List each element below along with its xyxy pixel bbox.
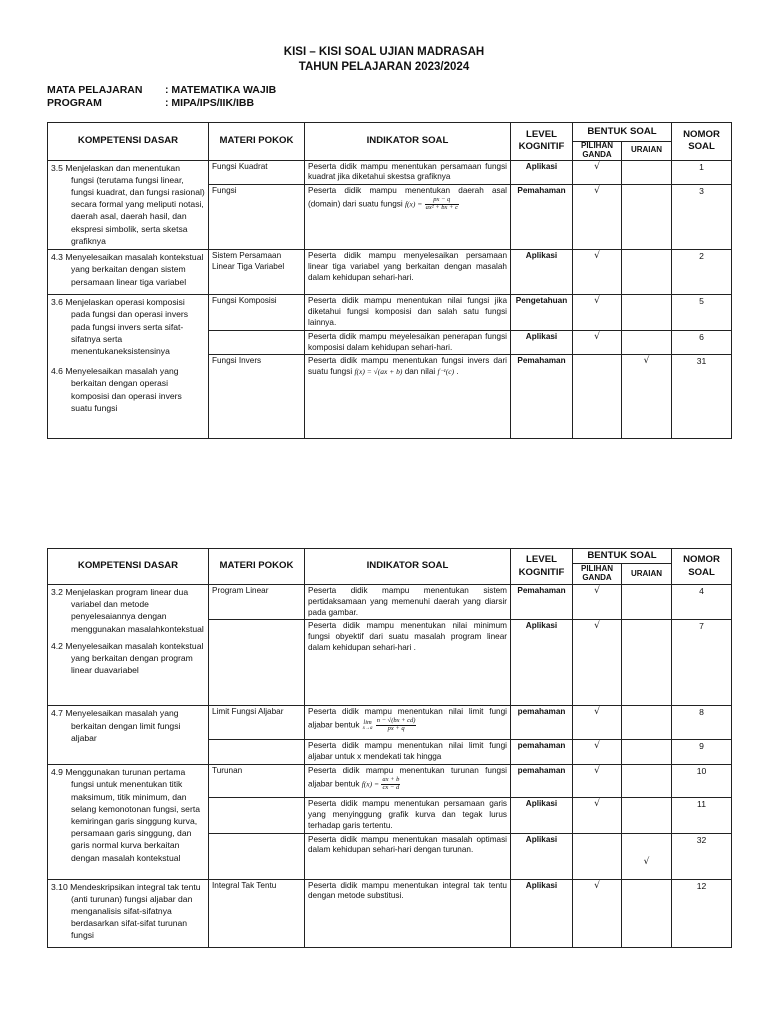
indikator-text: Peserta didik mampu menentukan turunan fungsi aljabar bentuk [308, 766, 507, 789]
uraian-cell [622, 585, 672, 620]
header-pilihan-ganda: PILIHAN GANDA [573, 142, 622, 161]
table-row [48, 585, 732, 620]
header-nomor-soal: NOMOR SOAL [672, 549, 732, 585]
indikator-cell: Peserta didik mampu menentukan nilai limit fungi aljabar untuk x mendekati tak hingga [305, 740, 511, 765]
indikator-cell: Peserta didik mampu menentukan nilai minimum fungsi obyektif dari suatu masalah program linear dalam kehidupan sehari-hari . [305, 620, 511, 706]
nomor-cell: 9 [672, 740, 732, 765]
materi-cell [209, 798, 305, 833]
nomor-cell: 5 [672, 295, 732, 330]
formula-inline: f⁻¹(c) [437, 367, 455, 377]
indikator-cell: Peserta didik mampu menentukan masalah optimasi dalam kehidupan sehari-hari dengan turunan. [305, 833, 511, 879]
pg-check: √ [573, 740, 622, 765]
kd-text: 3.10 Mendeskripsikan integral tak tentu (anti turunan) fungsi aljabar dan menganalisis sifat-sifatnya berdasarkan sifat-sifat turunan fungsi [51, 881, 201, 941]
meta-program-value: : MIPA/IPS/IIK/IBB [165, 97, 255, 109]
kd-text: 4.2 Menyelesaikan masalah kontekstual yang berkaitan dengan program linear duavariabel [51, 640, 204, 676]
materi-cell: Fungsi [209, 185, 305, 250]
indikator-text: dan nilai [404, 367, 436, 377]
level-cell: Aplikasi [511, 160, 573, 185]
header-materi-pokok: MATERI POKOK [209, 123, 305, 161]
level-cell: pemahaman [511, 740, 573, 765]
pg-check: √ [573, 330, 622, 355]
formula-lhs: f(x) = [361, 779, 380, 789]
uraian-cell [622, 330, 672, 355]
header-uraian: URAIAN [622, 142, 672, 161]
indikator-text: . [456, 367, 459, 377]
level-cell: pemahaman [511, 706, 573, 740]
pg-cell [573, 833, 622, 879]
indikator-cell: Peserta didik mampu menentukan persamaan garis yang menyinggung grafik kurva dan tegak lurus terhadap garis tertentu. [305, 798, 511, 833]
pg-check: √ [573, 706, 622, 740]
table-row [48, 250, 732, 295]
nomor-cell: 8 [672, 706, 732, 740]
indikator-cell: Peserta didik mampu menentukan integral tak tentu dengan metode substitusi. [305, 879, 511, 947]
materi-cell [209, 833, 305, 879]
pg-check: √ [573, 185, 622, 250]
nomor-cell: 1 [672, 160, 732, 185]
nomor-cell: 2 [672, 250, 732, 295]
meta-subject [47, 84, 276, 96]
uraian-cell [622, 185, 672, 250]
header-uraian: URAIAN [622, 564, 672, 585]
doc-subtitle: TAHUN PELAJARAN 2023/2024 [298, 61, 470, 73]
level-cell: Aplikasi [511, 620, 573, 706]
uraian-cell [622, 798, 672, 833]
pg-check: √ [573, 160, 622, 185]
formula-numerator: n − √(bx + cd) [376, 717, 416, 725]
doc-title: KISI – KISI SOAL UJIAN MADRASAH [283, 46, 485, 58]
formula-fraction [376, 718, 417, 733]
pg-check: √ [573, 250, 622, 295]
materi-cell [209, 620, 305, 706]
formula-lhs: f(x) = [404, 199, 423, 209]
uraian-cell [622, 706, 672, 740]
formula-numerator: ax + b [382, 775, 400, 783]
nomor-cell: 10 [672, 765, 732, 798]
indikator-text: Peserta didik mampu menentukan nilai limit fungi aljabar bentuk [308, 707, 507, 730]
pg-check: √ [573, 765, 622, 798]
meta-subject-value: : MATEMATIKA WAJIB [165, 84, 277, 96]
level-cell: Aplikasi [511, 330, 573, 355]
kisi-table-2 [47, 548, 732, 948]
materi-cell: Limit Fungsi Aljabar [209, 706, 305, 740]
nomor-cell: 4 [672, 585, 732, 620]
table-row [48, 295, 732, 330]
level-cell: Aplikasi [511, 833, 573, 879]
uraian-check: √ [622, 355, 672, 439]
materi-cell [209, 740, 305, 765]
pg-check: √ [573, 585, 622, 620]
kd-cell [48, 706, 209, 765]
header-kompetensi-dasar: KOMPETENSI DASAR [48, 549, 209, 585]
materi-cell: Sistem Persamaan Linear Tiga Variabel [209, 250, 305, 295]
level-cell: Pemahaman [511, 355, 573, 439]
indikator-cell: Peserta didik mampu menentukan persamaan fungsi kuadrat jika diketahui skestsa grafiknya [305, 160, 511, 185]
materi-cell: Fungsi Invers [209, 355, 305, 439]
uraian-cell [622, 620, 672, 706]
indikator-text: Peserta didik mampu menentukan fungsi invers dari suatu fungsi [308, 356, 507, 377]
formula-fraction [381, 777, 400, 792]
level-cell: pemahaman [511, 765, 573, 798]
indikator-cell: Peserta didik mampu menentukan nilai fungsi jika diketahui fungsi komposisi dan salah satu fungsi lainnya. [305, 295, 511, 330]
table-row [48, 706, 732, 740]
materi-cell: Fungsi Kuadrat [209, 160, 305, 185]
kd-text: 3.6 Menjelaskan operasi komposisi pada fungsi dan operasi invers pada fungsi invers serta sifat-sifatnya serta menentukaneksistensinya [51, 297, 189, 357]
nomor-cell: 6 [672, 330, 732, 355]
indikator-cell [305, 765, 511, 798]
formula-denominator: cx − d [382, 783, 400, 791]
kd-text: 4.9 Menggunakan turunan pertama fungsi untuk menentukan titik maksimum, titik minimum, dan selang kemonotonan fungsi, serta kemiringan garis singgung kurva, persamaan garis singgung, dan garis normal kurva berkaitan dengan masalah kontekstual [51, 767, 200, 863]
nomor-cell: 11 [672, 798, 732, 833]
header-level-kognitif: LEVEL KOGNITIF [511, 549, 573, 585]
materi-cell: Program Linear [209, 585, 305, 620]
uraian-check: √ [622, 833, 672, 879]
formula-denominator: px + q [387, 725, 405, 733]
nomor-cell: 3 [672, 185, 732, 250]
nomor-cell: 12 [672, 879, 732, 947]
meta-program [47, 97, 254, 109]
meta-subject-label: MATA PELAJARAN [47, 84, 143, 96]
level-cell: Aplikasi [511, 250, 573, 295]
materi-cell: Turunan [209, 765, 305, 798]
nomor-cell: 31 [672, 355, 732, 439]
pg-check: √ [573, 295, 622, 330]
kd-text: 4.7 Menyelesaikan masalah yang berkaitan dengan limit fungsi aljabar [51, 708, 181, 743]
kd-cell [48, 250, 209, 295]
indikator-text: Peserta didik mampu menentukan daerah asal (domain) dari suatu fungsi [308, 186, 507, 209]
formula-inline: f(x) = √(ax + b) [354, 367, 403, 377]
header-kompetensi-dasar: KOMPETENSI DASAR [48, 123, 209, 161]
pg-cell [573, 355, 622, 439]
uraian-cell [622, 765, 672, 798]
header-materi-pokok: MATERI POKOK [209, 549, 305, 585]
formula-numerator: px − q [425, 197, 459, 205]
indikator-cell [305, 355, 511, 439]
table-row [48, 160, 732, 185]
level-cell: Pemahaman [511, 185, 573, 250]
kd-text: 4.3 Menyelesaikan masalah kontekstual yang berkaitan dengan sistem persamaan linear tiga variabel [51, 252, 204, 287]
kd-cell [48, 585, 209, 706]
pg-check: √ [573, 798, 622, 833]
materi-cell [209, 330, 305, 355]
header-pilihan-ganda: PILIHAN GANDA [573, 564, 622, 585]
pg-check: √ [573, 620, 622, 706]
meta-program-label: PROGRAM [47, 97, 102, 109]
uraian-cell [622, 879, 672, 947]
kd-cell [48, 160, 209, 250]
materi-cell: Fungsi Komposisi [209, 295, 305, 330]
lim-operator: lim x→a [362, 718, 373, 732]
kd-cell [48, 879, 209, 947]
nomor-cell: 7 [672, 620, 732, 706]
header-nomor-soal: NOMOR SOAL [672, 123, 732, 161]
indikator-cell: Peserta didik mampu menentukan sistem pertidaksamaan yang memenuhi daerah yang diarsir pada gambar. [305, 585, 511, 620]
indikator-cell: Peserta didik mampu meyelesaikan penerapan fungsi komposisi dalam kehidupan sehari-hari. [305, 330, 511, 355]
kd-cell [48, 295, 209, 439]
formula-denominator: ax² + bx + c [425, 203, 458, 211]
kd-text: 4.6 Menyelesaikan masalah yang berkaitan dengan operasi komposisi dan operasi invers suatu fungsi [51, 366, 182, 413]
header-bentuk-soal: BENTUK SOAL [573, 549, 672, 564]
uraian-cell [622, 295, 672, 330]
indikator-cell: Peserta didik mampu menyelesaikan persamaan linear tiga variabel yang berkaitan dengan masalah dalam kehidupan sehari-hari. [305, 250, 511, 295]
indikator-cell [305, 706, 511, 740]
pg-check: √ [573, 879, 622, 947]
table-row [48, 879, 732, 947]
level-cell: Pengetahuan [511, 295, 573, 330]
table-row [48, 765, 732, 798]
kd-text: 3.2 Menjelaskan program linear dua variabel dan metode penyelesaiannya dengan menggunakan masalahkontekstual [51, 587, 204, 634]
kd-cell [48, 765, 209, 879]
kisi-table-1 [47, 122, 732, 439]
uraian-cell [622, 250, 672, 295]
kd-text: 3.5 Menjelaskan dan menentukan fungsi (terutama fungsi linear, fungsi kuadrat, dan fungsi rasional) secara formal yang meliputi notasi, daerah asal, daerah hasil, dan ekspresi simbolik, serta sketsa grafiknya [51, 162, 205, 246]
uraian-cell [622, 160, 672, 185]
level-cell: Pemahaman [511, 585, 573, 620]
indikator-cell [305, 185, 511, 250]
materi-cell: Integral Tak Tentu [209, 879, 305, 947]
header-indikator-soal: INDIKATOR SOAL [305, 123, 511, 161]
level-cell: Aplikasi [511, 879, 573, 947]
uraian-cell [622, 740, 672, 765]
level-cell: Aplikasi [511, 798, 573, 833]
header-indikator-soal: INDIKATOR SOAL [305, 549, 511, 585]
formula-fraction [425, 197, 459, 212]
header-level-kognitif: LEVEL KOGNITIF [511, 123, 573, 161]
header-bentuk-soal: BENTUK SOAL [573, 123, 672, 142]
nomor-cell: 32 [672, 833, 732, 879]
